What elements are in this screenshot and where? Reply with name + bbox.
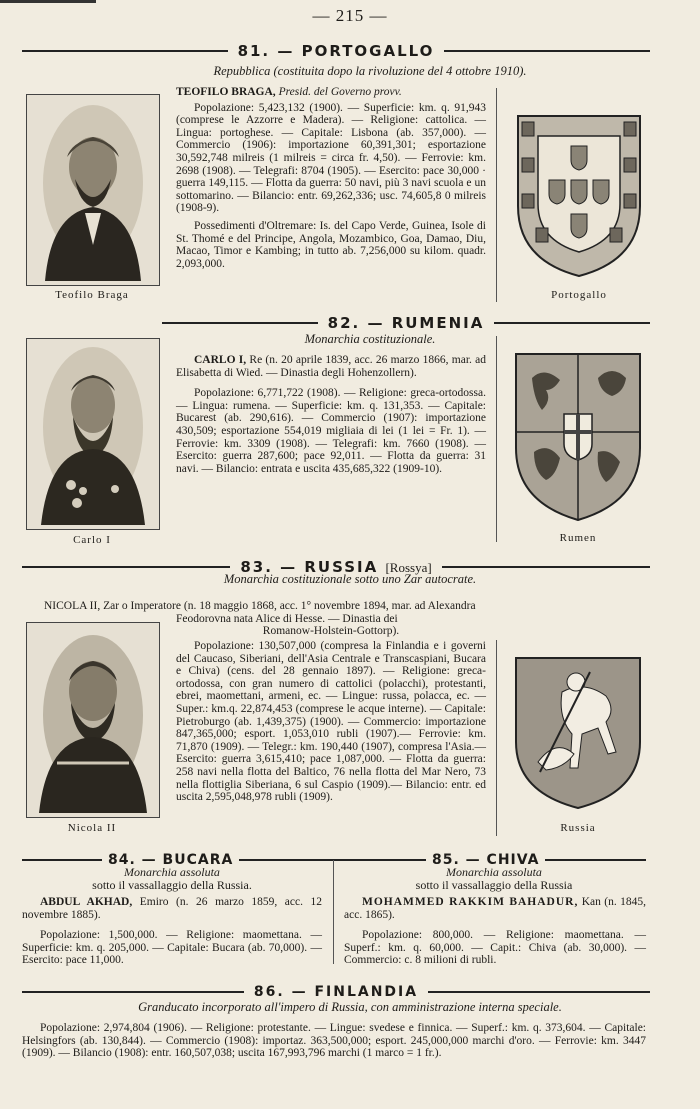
russia-bracket: [Rossya] [385, 560, 432, 575]
rumenia-leader-name: CARLO I, [194, 354, 247, 366]
portogallo-header [22, 42, 650, 60]
chiva-text [344, 896, 646, 967]
arms-caption-russia: Russia [560, 822, 596, 834]
chiva-para1: Popolazione: 800,000. — Religione: maomettana. — Superf.: km. q. 60,000. — Capit.: Chiva (ab. 30,000). — Commercio: c. 8 milioni di rubli. [344, 929, 646, 967]
portogallo-title: 81. — PORTOGALLO [237, 42, 435, 60]
bucara-para1: Popolazione: 1,500,000. — Religione: maomettana. — Superficie: km. q. 205,000. — Capitale: Bucara (ab. 70,000). — Esercito: pace 11,000. [22, 929, 322, 967]
arms-russia [510, 652, 646, 812]
finlandia-para1: Popolazione: 2,974,804 (1906). — Religione: protestante. — Lingue: svedese e finnica. — Superf.: km. q. 373,604. — Capitale: Helsingfors (ab. 130,844). — Commercio (1908): importaz. 363,500,000; esport. 245,000,000 marchi d'oro. — Ferrovie: km. 3447 (1909). — Bilancio (1908): entr. 160,507,038; uscita 167,993,796 marchi (1 marco = 1 fr.). [22, 1022, 646, 1060]
portogallo-para1: Popolazione: 5,423,132 (1900). — Superficie: km. q. 91,943 (comprese le Azzorre e Madera). — Religione: cattolica. — Lingua: portoghese. — Capitale: Lisbona (ab. 357,000). — Commercio (1906): importazione 60,391,301; esportazione 30,592,748 milreis (1 milreis = circa fr. 4,50). — Ferrovie: km. 2698 (1908). — Telegrafi: 8704 (1905). — Esercito: pace 30,000 · guerra 149,115. — Flotta da guerra: 50 navi, più 3 navi scuola e un sottomarino. — Bilancio: entr. 69,262,336; usc. 74,605,8 0 milreis (1908-9). [176, 101, 486, 215]
arms-portogallo [512, 110, 646, 282]
chiva-subtitle: Monarchia assoluta [446, 865, 542, 879]
finlandia-subtitle: Granducato incorporato all'impero di Russia, con amministrazione interna speciale. [138, 1000, 562, 1014]
russia-leader-line2: Feodorovna nata Alice di Hesse. — Dinastia dei [176, 613, 398, 625]
chiva-title: 85. — CHIVA [432, 852, 540, 868]
portogallo-para2: Possedimenti d'Oltremare: Is. del Capo Verde, Guinea, Isole di St. Thomé e del Principe, Angola, Mozambico, Goa, Damao, Diu, Macao, Timor e Kambing; in tutto ab. 7,256,000 su kilom. quadr. 2,093,000. [176, 219, 486, 270]
chiva-leader-text: Kan (n. 1845, acc. 1865). [344, 896, 647, 921]
portrait-caption-carlo: Carlo I [73, 534, 111, 546]
rumenia-text [176, 354, 486, 475]
portogallo-text [176, 86, 486, 270]
russia-title: 83. — RUSSIA [240, 558, 379, 576]
russia-para1: Popolazione: 130,507,000 (compresa la Finlandia e i governi del Caucaso, Siberiani, dell'Asia Centrale e Transcaspiani, Bucara e Chiva) (cens. del 28 gennaio 1897). — Religione: greca-ortodossa, con gran numero di cattolici (polacchi), protestanti, ebrei, maomettani, armeni, ec. — Lingue: russa, polacca, ec. — Super.: km.q. 22,874,453 (comprese le acque interne). — Capitale: Pietroburgo (ab. 1,439,375) (1900). — Commercio: importazione 847,365,000; esport. 1,053,010 rubli (1907).— Ferrovie: km. 71,870 (1909). — Telegr.: km. 190,440 (1907), compresa l'Asia.— Esercito: guerra 3,615,410; pace 1,087,000. — Flotta da guerra: 258 navi nella flotta del Baltico, 76 nella flotta del Mar Nero, 73 nella flottiglia Siberiana, 6 sul Caspio (1909).— Bilancio: entr. ed uscita 2,595,048,978 rubli (1909). [176, 640, 486, 804]
arms-caption-portogallo: Portogallo [551, 289, 607, 301]
rumenia-para1: Popolazione: 6,771,722 (1908). — Religione: greca-ortodossa. — Lingua: rumena. — Superficie: km. q. 131,353. — Capitale: Bucarest (ab. 290,616). — Commercio (1907): importazione 430,509; esportazione 554,019 migliaia di lei (1 lei = Fr. 1). — Ferrovie: km. 3309 (1908). — Telegrafi: km. 7660 (1908). — Esercito: guerra 287,600; pace 92,011. — Flotta da guerra: 31 navi. — Bilancio: entrata e uscita 435,685,322 (1909-10). [176, 387, 486, 475]
portrait-teofilo-braga [26, 94, 160, 286]
portrait-caption-nicola: Nicola II [67, 822, 117, 834]
portogallo-leader-name: TEOFILO BRAGA, [176, 86, 276, 98]
russia-text [176, 640, 486, 804]
chiva-subtitle-block [344, 866, 644, 892]
finlandia-text [22, 1022, 646, 1060]
portogallo-leader-role: Presid. del Governo provv. [278, 86, 402, 98]
portrait-nicola-ii [26, 622, 160, 818]
bucara-text [22, 896, 322, 967]
bucara-leader-name: ABDUL AKHAD, [40, 896, 133, 908]
russia-leader-line3: Romanow-Holstein-Gottorp). [262, 625, 400, 637]
rumenia-subtitle: Monarchia costituzionale. [304, 332, 436, 346]
page-number: — 215 — [312, 6, 388, 25]
bucara-subtitle2: sotto il vassallaggio della Russia. [92, 878, 252, 892]
arms-caption-rumenia: Rumen [559, 532, 597, 544]
russia-subtitle: Monarchia costituzionale sotto uno Zar autocrate. [223, 572, 477, 586]
bucara-title: 84. — BUCARA [108, 852, 234, 868]
arms-rumenia [510, 348, 646, 524]
bucara-subtitle: Monarchia assoluta [124, 865, 220, 879]
rumenia-header [22, 314, 650, 332]
top-rule [0, 0, 96, 3]
chiva-subtitle2: sotto il vassallaggio della Russia [415, 878, 573, 892]
bucara-subtitle-block [22, 866, 322, 892]
portogallo-subtitle: Repubblica (costituita dopo la rivoluzione del 4 ottobre 1910). [213, 64, 527, 78]
russia-leader-line1: NICOLA II, Zar o Imperatore (n. 18 maggio 1868, acc. 1° novembre 1894, mar. ad Alexandra [44, 600, 476, 612]
portrait-carlo-i [26, 338, 160, 530]
portrait-caption-teofilo: Teofilo Braga [55, 289, 129, 301]
chiva-leader-name: MOHAMMED RAKKIM BAHADUR, [362, 896, 579, 908]
rumenia-title: 82. — RUMENIA [327, 314, 485, 332]
finlandia-title: 86. — FINLANDIA [253, 984, 419, 1000]
finlandia-header [22, 984, 650, 1000]
rumenia-leader-text: Re (n. 20 aprile 1839, acc. 26 marzo 1866, mar. ad Elisabetta di Wied. — Dinastia degli Hohenzollern). [176, 354, 486, 379]
bucara-leader-text: Emiro (n. 26 marzo 1859, acc. 12 novembre 1885). [22, 896, 323, 921]
